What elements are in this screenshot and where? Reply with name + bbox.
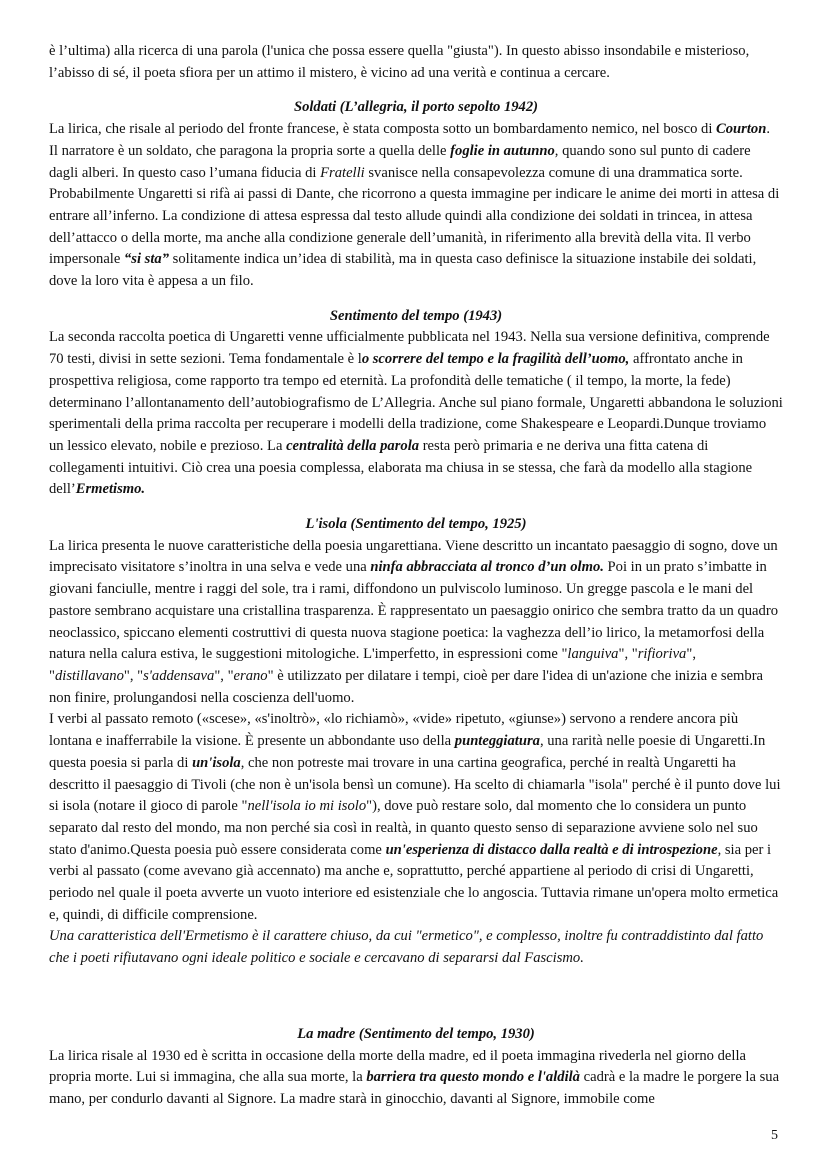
soldati-heading: Soldati (L’allegria, il porto sepolto 1942) bbox=[293, 99, 539, 116]
madre-heading: La madre (Sentimento del tempo, 1930) bbox=[297, 1025, 535, 1042]
soldati-paragraph-2: Il narratore è un soldato, che paragona la propria sorte a quella delle foglie in autunno, quando sono sul punto di cadere dagli alberi. In questo caso l’umana fiducia di Fratelli svanisce nella consapevolezza comune di una drammatica sorte. Probabilmente Ungaretti si rifà ai passi di Dante, che ricorrono a questa immagine per indicare le anime dei morti in attesa di entrare all’inferno. La condizione di attesa espressa dal testo allude quindi alla condizione dei soldati in trincea, in attesa dell’attacco o della morte, ma anche alla condizione generale dell’umanità, in riferimento alla brevità della vita. Il verbo impersonale “si sta” solitamente indica un’idea di stabilità, ma in questa caso definisce la situazione instabile dei soldati, dove la loro vita è appesa a un filo. bbox=[49, 142, 780, 290]
isola-heading: L'isola (Sentimento del tempo, 1925) bbox=[305, 516, 527, 533]
sentimento-heading: Sentimento del tempo (1943) bbox=[329, 307, 503, 324]
soldati-paragraph-1: La lirica, che risale al periodo del fronte francese, è stata composta sotto un bombardamento nemico, nel bosco di Courton. bbox=[49, 121, 770, 138]
courton-emphasis: Courton bbox=[716, 121, 767, 138]
sentimento-paragraph: La seconda raccolta poetica di Ungaretti venne ufficialmente pubblicata nel 1943. Nella sua versione definitiva, comprende 70 testi, divisi in sette sezioni. Tema fondamentale è lo scorrere del tempo e la fragilità dell’uomo, affrontato anche in prospettiva religiosa, come rapporto tra tempo ed eternità. La profondità delle tematiche ( il tempo, la morte, la fede) determinano l’allontanamento dell’autobiografismo de L’Allegria. Anche sul piano formale, Ungaretti abbandona le soluzioni sperimentali della prima raccolta per recuperare i modelli della tradizione, come Shakespeare e Leopardi.Dunque troviamo un lessico elevato, nobile e prezioso. La centralità della parola resta però primaria e ne deriva una fitta catena di collegamenti intuitivi. Ciò crea una poesia complessa, elaborata ma chiusa in se stessa, che farà da modello alla stagione dell’Ermetismo. bbox=[49, 329, 783, 498]
isola-paragraph-1: La lirica presenta le nuove caratteristiche della poesia ungarettiana. Viene descritto un incantato paesaggio di sogno, dove un imprecisato visitatore s’inoltra in una selva e vede una ninfa abbracciata al tronco d’un olmo. Poi in un prato s’imbatte in giovani fanciulle, mentre i raggi del sole, tra i rami, diffondono un pulviscolo luminoso. Un gregge pascola e le mani del pastore sembrano acquistare una cristallina trasparenza. È rappresentato un paesaggio onirico che sembra tratto da un quadro neoclassico, spiccano elementi costruttivi di questa nuova stagione poetica: la vaghezza dell’io lirico, la metamorfosi della natura nella calura estiva, le suggestioni mitologiche. L'imperfetto, in espressioni come "languiva", "rifioriva", "distillavano", "s'addensava", "erano" è utilizzato per dilatare i tempi, cioè per dare l'idea di un'azione che inizia e sembra non finire, prolungandosi nella coscienza dell'uomo. bbox=[49, 537, 778, 706]
document-page bbox=[49, 41, 783, 1111]
fratelli-italic: Fratelli bbox=[320, 164, 365, 181]
madre-paragraph: La lirica risale al 1930 ed è scritta in occasione della morte della madre, ed il poeta immagina rivederla nel giorno della propria morte. Lui si immagina, che alla sua morte, la barriera tra questo mondo e l'aldilà cadrà e la madre le porgere la sua mano, per condurlo davanti al Signore. La madre starà in ginocchio, davanti al Signore, immobile come bbox=[49, 1047, 780, 1107]
foglie-emphasis: foglie in autunno bbox=[450, 142, 555, 159]
page-number: 5 bbox=[771, 1128, 778, 1143]
intro-text: è l’ultima) alla ricerca di una parola (l'unica che possa essere quella "giusta"). In questo abisso insondabile e misterioso, l’abisso di sé, il poeta sfiora per un attimo il mistero, è vicino ad una verità e continua a cercare. bbox=[49, 43, 750, 81]
isola-paragraph-2: I verbi al passato remoto («scese», «s'inoltrò», «lo richiamò», «vide» ripetuto, «giunse») servono a rendere ancora più lontana e inafferrabile la visione. È presente un abbondante uso della punteggiatura, una rarità nelle poesie di Ungaretti.In questa poesia si parla di un'isola, che non potreste mai trovare in una cartina geografica, perché in realtà Ungaretti ha descritto il paesaggio di Tivoli (che non è un'isola bensì un comune). Ha scelto di chiamarla "isola" perché è il punto dove lui si isola (notare il gioco di parole "nell'isola io mi isolo"), dove può restare solo, dal momento che lo considera un punto separato dal resto del mondo, ma non perché sia così in realtà, in quanto questo senso di separazione avviene solo nel suo stato d'animo.Questa poesia può essere considerata come un'esperienza di distacco dalla realtà e di introspezione, sia per i verbi al passato (come avevano già accennato) ma anche e, soprattutto, perché appartiene al periodo di crisi di Ungaretti, periodo nel quale il poeta avverte un vuoto interiore ed esistenziale che lo angoscia. Tuttavia rimane un'opera molto ermetica e, quindi, di difficile comprensione. bbox=[49, 711, 781, 923]
si-sta-emphasis: “si sta” bbox=[123, 251, 169, 268]
isola-paragraph-3: Una caratteristica dell'Ermetismo è il carattere chiuso, da cui "ermetico", e complesso, inoltre fu contraddistinto dal fatto che i poeti rifiutavano ogni ideale politico e sociale e cercavano di separarsi dal Fascismo. bbox=[49, 928, 764, 967]
intro-paragraph bbox=[49, 41, 783, 84]
